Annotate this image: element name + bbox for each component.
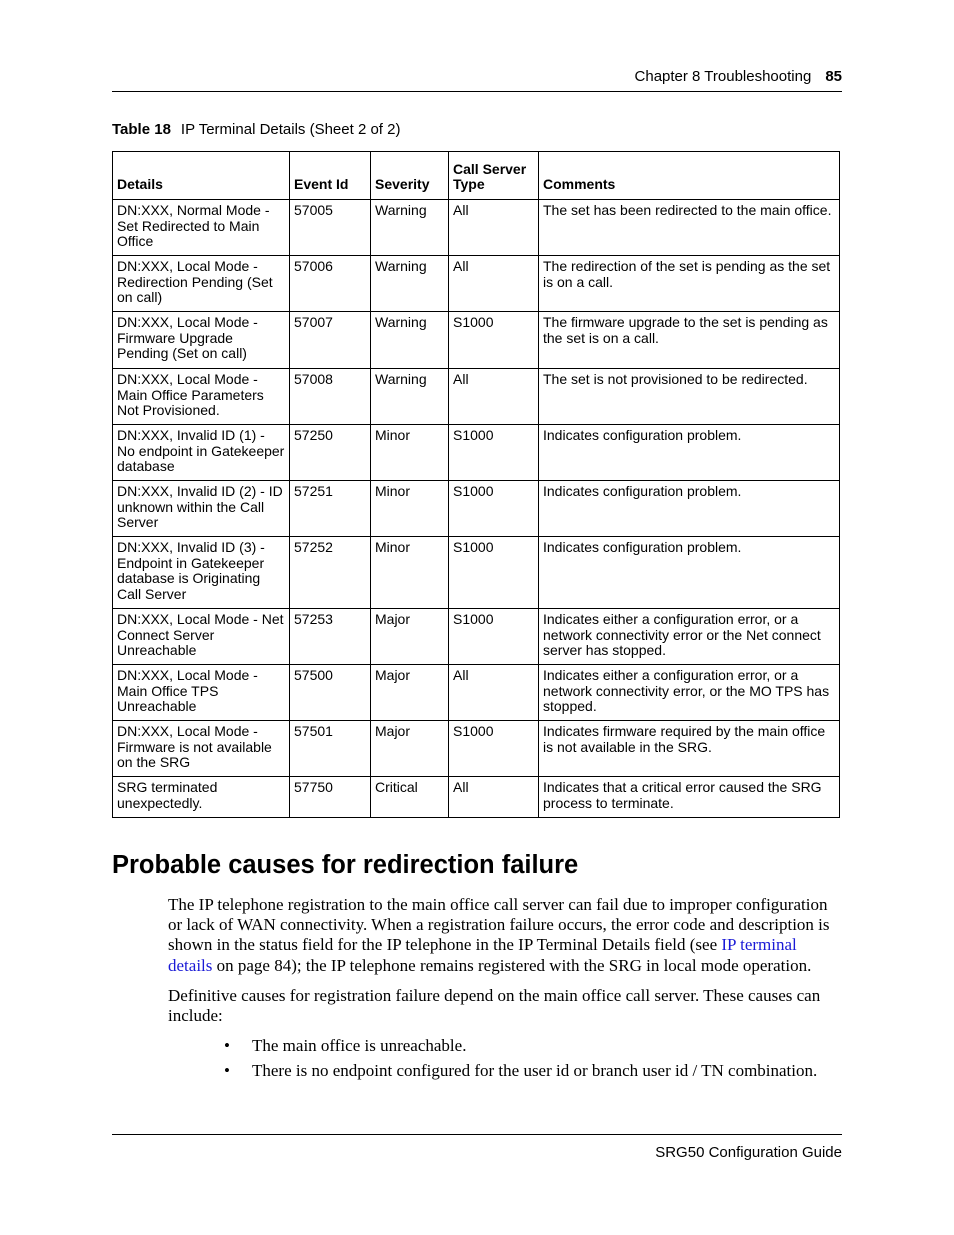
cell-call-server-type: All: [449, 369, 539, 425]
cell-event-id: 57007: [290, 312, 371, 369]
cell-event-id: 57005: [290, 200, 371, 256]
cell-details: DN:XXX, Local Mode - Main Office Parameters Not Provisioned.: [113, 369, 290, 425]
cell-call-server-type: S1000: [449, 537, 539, 609]
cell-comments: Indicates configuration problem.: [539, 481, 840, 537]
cell-comments: The set is not provisioned to be redirected.: [539, 369, 840, 425]
cell-call-server-type: All: [449, 777, 539, 818]
bullet-text: There is no endpoint configured for the user id or branch user id / TN combination.: [252, 1061, 818, 1080]
body-paragraph-1: [168, 895, 842, 976]
table-header-row: [113, 152, 840, 200]
cell-event-id: 57501: [290, 721, 371, 777]
cell-severity: Major: [371, 665, 449, 721]
table-caption-label: Table 18: [112, 121, 171, 138]
bullet-text: The main office is unreachable.: [252, 1036, 467, 1055]
cell-comments: The set has been redirected to the main office.: [539, 200, 840, 256]
cell-event-id: 57250: [290, 425, 371, 481]
ip-terminal-details-table: [112, 151, 840, 818]
column-header-severity: Severity: [371, 152, 449, 200]
bullet-item: [224, 1036, 466, 1056]
cell-event-id: 57008: [290, 369, 371, 425]
cell-severity: Major: [371, 609, 449, 665]
cell-call-server-type: S1000: [449, 721, 539, 777]
cell-comments: Indicates that a critical error caused the SRG process to terminate.: [539, 777, 840, 818]
cell-event-id: 57750: [290, 777, 371, 818]
cell-comments: The firmware upgrade to the set is pending as the set is on a call.: [539, 312, 840, 369]
cell-details: DN:XXX, Local Mode - Main Office TPS Unreachable: [113, 665, 290, 721]
cell-severity: Minor: [371, 481, 449, 537]
cell-comments: Indicates either a configuration error, or a network connectivity error, or the MO TPS has stopped.: [539, 665, 840, 721]
bullet-item: [224, 1061, 817, 1081]
cell-details: DN:XXX, Local Mode - Firmware Upgrade Pending (Set on call): [113, 312, 290, 369]
table-row: [113, 537, 840, 609]
table-row: [113, 777, 840, 818]
page-number: 85: [825, 68, 842, 85]
cell-severity: Minor: [371, 425, 449, 481]
cell-severity: Warning: [371, 200, 449, 256]
table-row: [113, 609, 840, 665]
cell-call-server-type: All: [449, 200, 539, 256]
cell-details: DN:XXX, Local Mode - Redirection Pending (Set on call): [113, 256, 290, 312]
cell-event-id: 57500: [290, 665, 371, 721]
cell-details: DN:XXX, Invalid ID (1) - No endpoint in Gatekeeper database: [113, 425, 290, 481]
table-body: [113, 200, 840, 818]
cell-event-id: 57251: [290, 481, 371, 537]
cell-call-server-type: S1000: [449, 425, 539, 481]
cell-details: DN:XXX, Normal Mode - Set Redirected to Main Office: [113, 200, 290, 256]
column-header-call-server-type: Call Server Type: [449, 152, 539, 200]
cell-severity: Warning: [371, 256, 449, 312]
cell-comments: Indicates configuration problem.: [539, 537, 840, 609]
table-row: [113, 425, 840, 481]
cell-comments: Indicates either a configuration error, or a network connectivity error or the Net connect server has stopped.: [539, 609, 840, 665]
cell-comments: Indicates firmware required by the main office is not available in the SRG.: [539, 721, 840, 777]
table-row: [113, 312, 840, 369]
cell-details: DN:XXX, Local Mode - Firmware is not available on the SRG: [113, 721, 290, 777]
cell-details: DN:XXX, Invalid ID (2) - ID unknown within the Call Server: [113, 481, 290, 537]
column-header-event-id: Event Id: [290, 152, 371, 200]
section-heading: Probable causes for redirection failure: [112, 851, 579, 879]
header-rule: [112, 91, 842, 92]
bullet-symbol: •: [224, 1061, 230, 1080]
table-row: [113, 200, 840, 256]
column-header-comments: Comments: [539, 152, 840, 200]
column-header-details: Details: [113, 152, 290, 200]
cell-comments: Indicates configuration problem.: [539, 425, 840, 481]
cell-call-server-type: S1000: [449, 609, 539, 665]
footer-rule: [112, 1134, 842, 1135]
table-row: [113, 256, 840, 312]
bullet-symbol: •: [224, 1036, 230, 1055]
cell-event-id: 57252: [290, 537, 371, 609]
cell-call-server-type: All: [449, 665, 539, 721]
body-paragraph-2: Definitive causes for registration failure depend on the main office call server. These causes can include:: [168, 986, 821, 1026]
table-caption: [112, 121, 400, 138]
cell-severity: Major: [371, 721, 449, 777]
ip-terminal-details-link[interactable]: IP terminal details: [168, 935, 797, 975]
cell-call-server-type: S1000: [449, 312, 539, 369]
table-row: [113, 369, 840, 425]
footer-title: SRG50 Configuration Guide: [655, 1144, 842, 1161]
cell-details: DN:XXX, Local Mode - Net Connect Server Unreachable: [113, 609, 290, 665]
cell-details: SRG terminated unexpectedly.: [113, 777, 290, 818]
cell-call-server-type: S1000: [449, 481, 539, 537]
page-header: [112, 68, 842, 92]
table-row: [113, 481, 840, 537]
cell-details: DN:XXX, Invalid ID (3) - Endpoint in Gatekeeper database is Originating Call Server: [113, 537, 290, 609]
table-caption-title: IP Terminal Details (Sheet 2 of 2): [180, 121, 401, 138]
cell-severity: Warning: [371, 312, 449, 369]
cell-event-id: 57006: [290, 256, 371, 312]
cell-severity: Minor: [371, 537, 449, 609]
cell-severity: Critical: [371, 777, 449, 818]
chapter-title: Chapter 8 Troubleshooting: [634, 68, 812, 85]
table-row: [113, 665, 840, 721]
paragraph-text: The IP telephone registration to the main office call server can fail due to improper configuration or lack of WAN connectivity. When a registration failure occurs, the error code and description is shown in the status field for the IP telephone in the IP Terminal Details field (see: [168, 895, 830, 955]
cell-event-id: 57253: [290, 609, 371, 665]
table-row: [113, 721, 840, 777]
cell-call-server-type: All: [449, 256, 539, 312]
cell-severity: Warning: [371, 369, 449, 425]
cell-comments: The redirection of the set is pending as the set is on a call.: [539, 256, 840, 312]
paragraph-text: on page 84); the IP telephone remains registered with the SRG in local mode operation.: [212, 955, 812, 975]
